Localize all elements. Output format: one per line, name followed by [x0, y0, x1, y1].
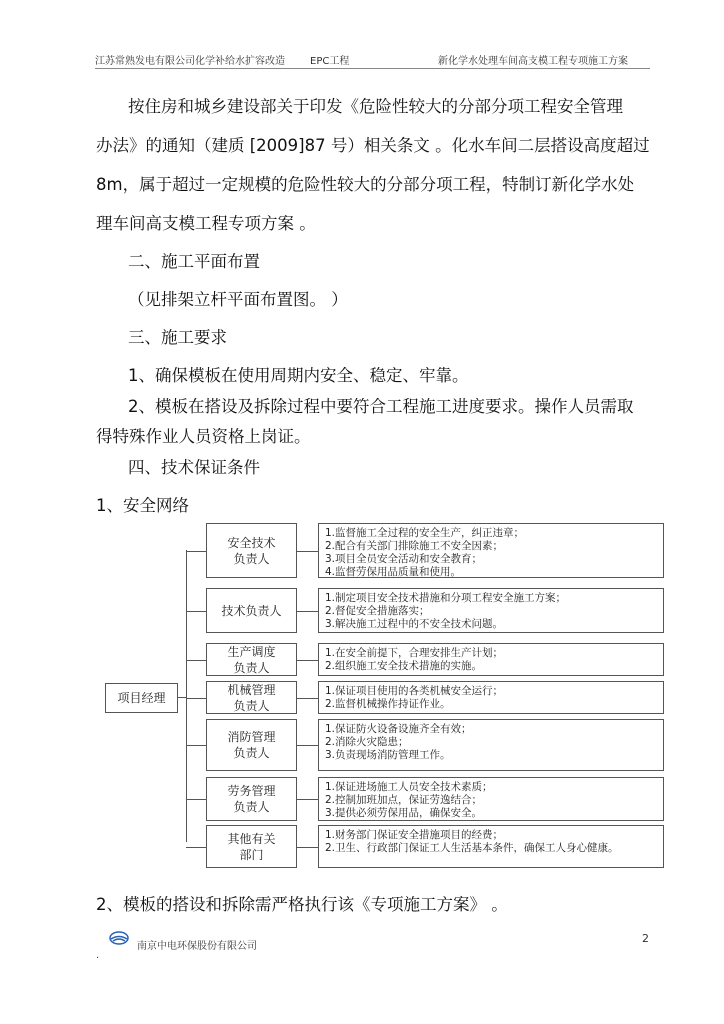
requirement-1: 1、确保模板在使用周期内安全、稳定、牢靠。 [128, 366, 469, 385]
branch-connector [186, 745, 206, 746]
requirement-2-line-2: 得特殊作业人员资格上岗证。 [96, 427, 311, 446]
duty-connector [297, 551, 318, 552]
role-title: 其他有关 部门 [227, 831, 276, 862]
duty-item: 1.保证项目使用的各类机械安全运行； [325, 685, 504, 697]
subsection-1-title: 1、安全网络 [96, 496, 189, 515]
section3-title: 三、施工要求 [128, 328, 227, 347]
role-box [206, 523, 297, 578]
duty-item: 1.保证防火设备设施齐全有效； [325, 723, 472, 735]
role-title: 技术负责人 [221, 603, 282, 618]
duty-item: 1.在安全前提下，合理安排生产计划； [325, 647, 504, 659]
duty-connector [297, 660, 318, 661]
header-left: 江苏常熟发电有限公司化学补给水扩容改造 [95, 56, 285, 67]
intro-line-1: 按住房和城乡建设部关于印发《危险性较大的分部分项工程安全管理 [128, 97, 623, 116]
role-box [206, 681, 297, 714]
duty-item: 2.配合有关部门排除施工不安全因素； [325, 540, 504, 552]
duty-connector [297, 799, 318, 800]
duties-box [318, 643, 664, 676]
duty-item: 2.卫生、行政部门保证工人生活基本条件，确保工人身心健康。 [325, 842, 619, 854]
duty-item: 4.监督劳保用品质量和使用。 [325, 566, 462, 578]
header-right: 新化学水处理车间高支模工程专项施工方案 [438, 56, 628, 67]
duty-item: 3.负责现场消防管理工作。 [325, 749, 451, 761]
duties-box [318, 523, 664, 578]
header-divider [95, 68, 650, 69]
duty-item: 1.制定项目安全技术措施和分项工程安全施工方案； [325, 592, 567, 604]
footer-company: 南京中电环保股份有限公司 [137, 941, 257, 952]
role-box [206, 777, 297, 821]
duty-item: 2.组织施工安全技术措施的实施。 [325, 660, 483, 672]
intro-line-2: 办法》的通知（建质 [2009]87 号）相关条文 。化水车间二层搭设高度超过 [96, 136, 650, 155]
duties-box [318, 777, 664, 821]
duty-connector [297, 745, 318, 746]
subsection-2-text: 2、模板的搭设和拆除需严格执行该《专项施工方案》 。 [96, 895, 508, 914]
header-middle: EPC工程 [310, 56, 350, 67]
role-box [206, 825, 297, 868]
footer-dot: . [96, 950, 100, 961]
branch-connector [186, 847, 206, 848]
duty-connector [297, 698, 318, 699]
branch-connector [186, 611, 206, 612]
role-title: 机械管理 负责人 [227, 682, 276, 713]
duty-item: 1.监督施工全过程的安全生产，纠正违章； [325, 527, 525, 539]
duty-item: 2.监督机械操作持证作业。 [325, 698, 451, 710]
duty-item: 2.督促安全措施落实； [325, 605, 430, 617]
duty-connector [297, 847, 318, 848]
duties-box [318, 681, 664, 714]
duty-item: 1.保证进场施工人员安全技术素质； [325, 781, 493, 793]
section4-title: 四、技术保证条件 [128, 458, 260, 477]
role-title: 安全技术 负责人 [227, 535, 276, 566]
role-box [206, 719, 297, 771]
duties-box [318, 825, 664, 868]
branch-connector [186, 660, 206, 661]
intro-line-4: 理车间高支模工程专项方案 。 [96, 214, 316, 233]
duties-box [318, 588, 664, 633]
role-title: 消防管理 负责人 [227, 730, 276, 760]
duty-connector [297, 611, 318, 612]
root-connector [178, 697, 186, 698]
section2-title: 二、施工平面布置 [128, 252, 260, 271]
branch-connector [186, 551, 206, 552]
role-box [206, 588, 297, 633]
role-box [206, 643, 297, 676]
project-manager-box: 项目经理 [105, 683, 178, 713]
section2-text: （见排架立杆平面布置图。 ） [128, 290, 348, 309]
intro-line-3: 8m，属于超过一定规模的危险性较大的分部分项工程，特制订新化学水处 [96, 175, 635, 194]
role-title: 生产调度 负责人 [227, 644, 276, 675]
requirement-2-line-1: 2、模板在搭设及拆除过程中要符合工程施工进度要求。操作人员需取 [128, 397, 634, 416]
company-logo-icon [108, 930, 130, 946]
role-title: 劳务管理 负责人 [227, 784, 276, 814]
duty-item: 1.财务部门保证安全措施项目的经费； [325, 829, 504, 841]
duty-item: 2.控制加班加点，保证劳逸结合； [325, 794, 483, 806]
duty-item: 3.项目全员安全活动和安全教育； [325, 553, 483, 565]
page-number: 2 [642, 932, 649, 945]
branch-connector [186, 799, 206, 800]
branch-connector [186, 698, 206, 699]
duty-item: 3.解决施工过程中的不安全技术问题。 [325, 618, 504, 630]
duty-item: 3.提供必须劳保用品，确保安全。 [325, 807, 483, 819]
duty-item: 2.消除火灾隐患； [325, 736, 409, 748]
duties-box [318, 719, 664, 771]
